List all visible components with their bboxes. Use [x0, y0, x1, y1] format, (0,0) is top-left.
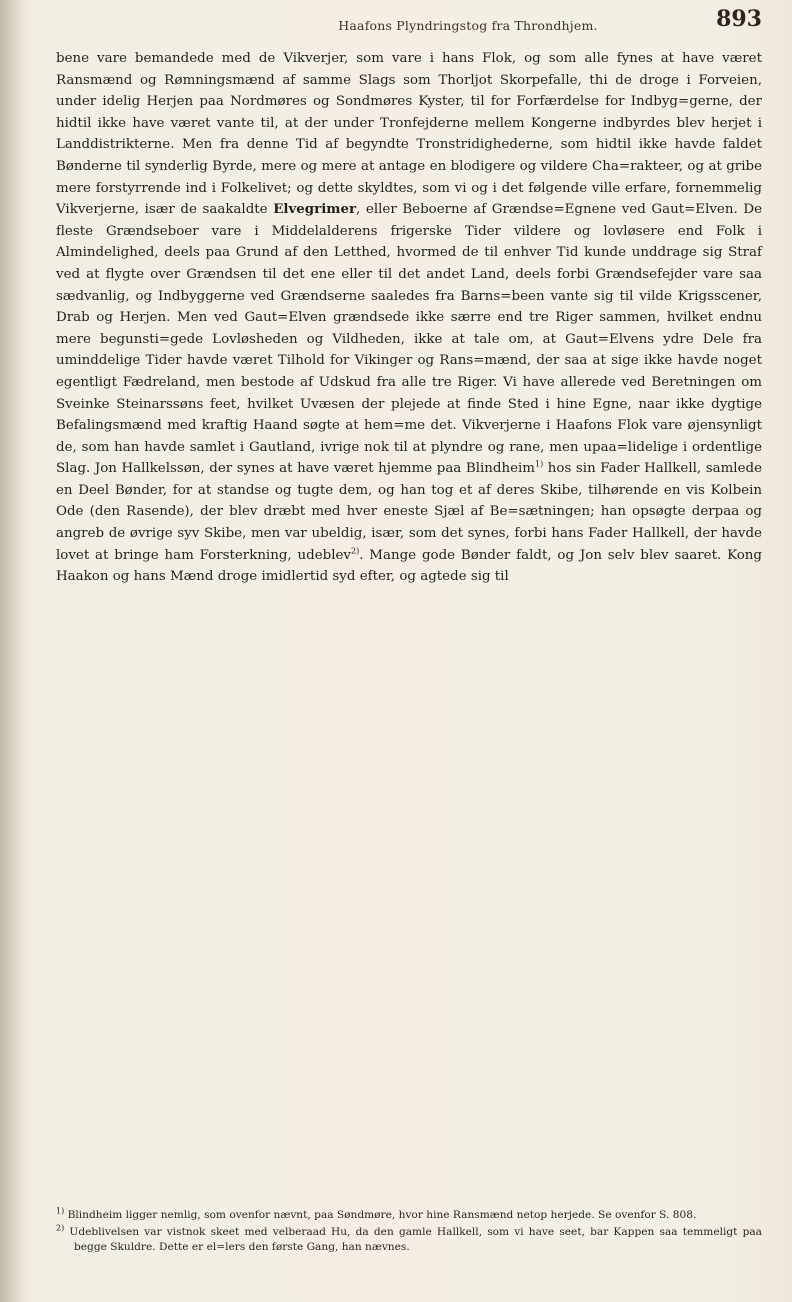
body-text-part-2: , eller Beboerne af Grændse=Egnene ved Gaut=Elven. De fleste Grændseboer vare i Middelalderens frigerske Tider vildere og lovløsere end Folk i Almindelighed, deels paa Grund af den Letthed, hvormed de til enhver Tid kunde unddrage sig Straf ved at flygte over Grændsen til det ene eller til det andet Land, deels forbi Grændsefejder vare saa sædvanlig, og Indbyggerne ved Grændserne saaledes fra Barns=been vante sig til vilde Krigsscener, Drab og Herjen. Men ved Gaut=Elven grændsede ikke særre end tre Riger sammen, hvilket endnu mere begunsti=gede Lovløsheden og Vildheden, ikke at tale om, at Gaut=Elvens ydre Dele fra uminddelige Tider havde været Tilhold for Vikinger og Rans=mænd, der saa at sige ikke havde noget egentligt Fædreland, men bestode af Udskud fra alle tre Riger. Vi have allerede ved Beretningen om Sveinke Steinarssøns feet, hvilket Uvæsen der plejede at finde Sted i hine Egne, naar ikke dygtige Befalingsmænd med kraftig Haand søgte at hem=me det. Vikverjerne i Haafons Flok vare øjensynligt de, som han havde samlet i Gautland, ivrige nok til at plyndre og rane, men upaa=lidelige i ordentlige Slag. Jon Hallkelssøn, der synes at have været hjemme paa Blindheim	[56, 202, 762, 477]
body-text-part-4: . Mange gode Bønder faldt, og Jon selv blev saaret. Kong Haakon og hans Mænd droge imidlertid syd efter, og agtede sig til	[56, 547, 762, 585]
footnote-reference-2: 2)	[350, 546, 360, 556]
footnote	[56, 1225, 762, 1255]
footnote-mark: 2)	[56, 1223, 65, 1233]
body-text-part-1: bene vare bemandede med de Vikverjer, som vare i hans Flok, og som alle fynes at have været Ransmænd og Rømningsmænd af samme Slags som Thorljot Skorpefalle, thi de droge i Forveien, under idelig Herjen paa Nordmøres og Sondmøres Kyster, til for Forfærdelse for Indbyg=gerne, der hidtil ikke have været vante til, at der under Tronfejderne mellem Kongerne indbyrdes blev herjet i Landdistrikterne. Men fra denne Tid af begyndte Tronstridighederne, som hidtil ikke havde faldet Bønderne til synderlig Byrde, mere og mere at antage en blodigere og vildere Cha=rakteer, og at gribe mere forstyrrende ind i Folkelivet; og dette skyldtes, som vi og i det følgende ville erfare, fornemmelig Vikverjerne, især de saakaldte	[56, 51, 762, 218]
page-number: 893	[716, 6, 762, 32]
emphasized-term: Elvegrimer	[273, 201, 357, 218]
footnote-mark: 1)	[56, 1206, 65, 1216]
footnote	[56, 1208, 762, 1223]
running-head: Haafons Plyndringstog fra Throndhjem.	[338, 18, 598, 33]
footnote-text: Udeblivelsen var vistnok skeet med velberaad Hu, da den gamle Hallkell, som vi have seet, bar Kappen saa temmeligt paa begge Skuldre. Dette er el=lers den første Gang, han nævnes.	[69, 1226, 762, 1254]
body-text-part-3: hos sin Fader Hallkell, samlede en Deel Bønder, for at standse og tugte dem, og han tog et af deres Skibe, tilhørende en vis Kolbein Ode (den Rasende), der blev dræbt med hver eneste Sjæl af Be=sætningen; han opsøgte derpaa og angreb de øvrige syv Skibe, men var ubeldig, især, som det synes, forbi hans Fader Hallkell, der havde lovet at bringe ham Forsterkning, udeblev	[56, 461, 762, 563]
body-paragraph	[56, 48, 762, 588]
binding-shadow	[0, 0, 24, 1302]
main-text	[56, 48, 762, 588]
footnote-text: Blindheim ligger nemlig, som ovenfor nævnt, paa Søndmøre, hvor hine Ransmænd netop herjede. Se ovenfor S. 808.	[67, 1209, 697, 1221]
footnotes	[56, 1208, 762, 1258]
footnote-reference-1: 1)	[535, 459, 544, 469]
